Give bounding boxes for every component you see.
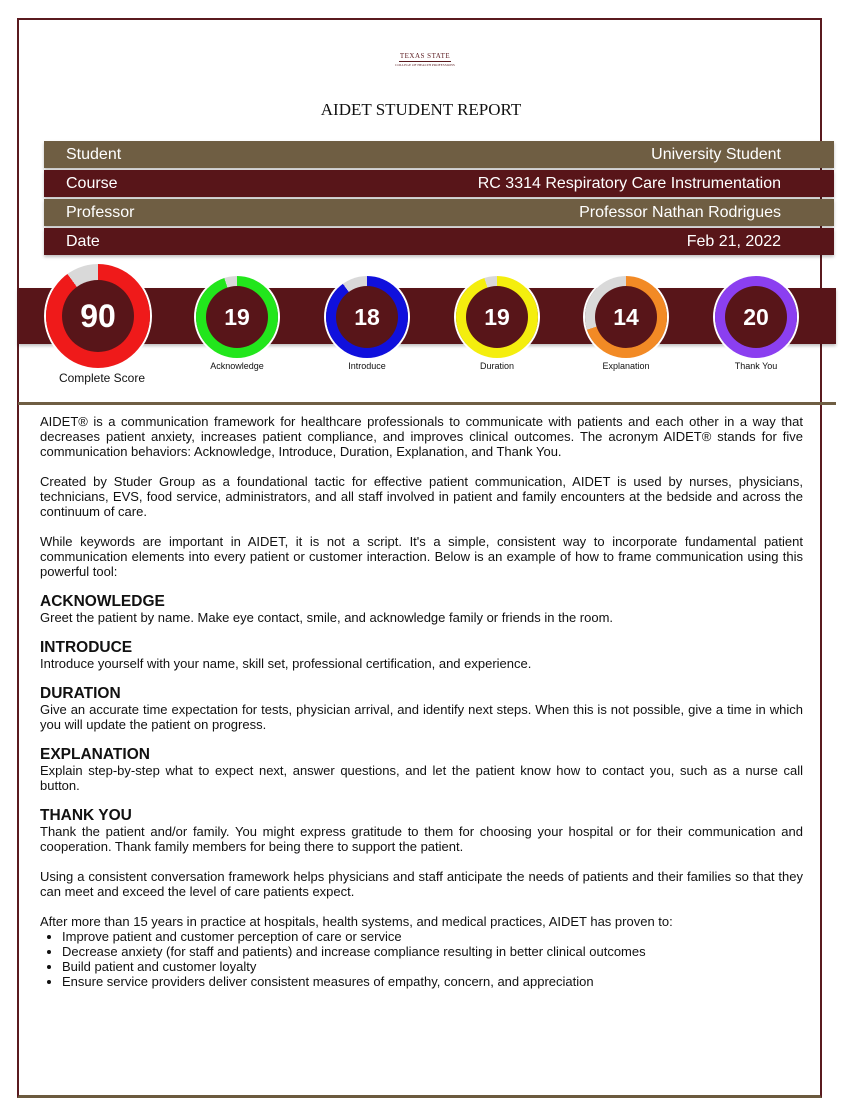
introduce-label: Introduce [348, 361, 386, 371]
section-heading: ACKNOWLEDGE [40, 593, 165, 610]
score-divider [18, 402, 836, 405]
complete-score-gauge [46, 264, 150, 368]
explanation-score-value: 14 [595, 286, 657, 348]
info-row-student [44, 141, 834, 168]
logo-text: TEXAS STATE [399, 52, 451, 60]
student-value: University Student [651, 145, 781, 163]
professor-label: Professor [66, 203, 135, 221]
complete-score-label: Complete Score [58, 371, 146, 385]
thank-you-score-value: 20 [725, 286, 787, 348]
duration-gauge [456, 276, 538, 358]
intro-paragraph-2: Created by Studer Group as a foundational tactic for effective patient communication, AIDET is used by nurses, physicians, technicians, EVS, food service, administrators, and all staff involved in patient and family encounters at the bedside and across the continuum of care. [40, 474, 803, 519]
logo-subtitle: COLLEGE OF HEALTH PROFESSIONS [395, 63, 455, 67]
info-row-professor [44, 199, 834, 226]
introduce-gauge [326, 276, 408, 358]
logo-rule [399, 61, 451, 62]
section-thank-you [40, 807, 803, 854]
report-body [40, 414, 803, 989]
section-text: Greet the patient by name. Make eye contact, smile, and acknowledge family or friends in the room. [40, 610, 614, 625]
date-label: Date [66, 232, 100, 250]
section-text: Give an accurate time expectation for tests, physician arrival, and identify next steps. When this is not possible, give a time in which you will update the patient on progress. [40, 702, 803, 732]
section-introduce [40, 639, 803, 671]
thank-you-label: Thank You [734, 361, 778, 371]
outro-paragraph-2: After more than 15 years in practice at hospitals, health systems, and medical practices, AIDET has proven to: [40, 914, 673, 929]
section-text: Introduce yourself with your name, skill set, professional certification, and experience. [40, 656, 532, 671]
list-item: • Ensure service providers deliver consistent measures of empathy, concern, and appreciation [62, 974, 803, 989]
course-label: Course [66, 174, 118, 192]
intro-paragraph-3: While keywords are important in AIDET, it is not a script. It's a simple, consistent way to incorporate fundamental patient communication elements into every patient or customer interaction. Below is an example of how to frame communication using this powerful tool: [40, 534, 803, 579]
section-heading: DURATION [40, 685, 121, 702]
student-label: Student [66, 145, 122, 163]
report-title: AIDET STUDENT REPORT [320, 100, 522, 119]
texas-state-logo [390, 52, 460, 76]
list-item: • Improve patient and customer perception of care or service [62, 929, 803, 944]
section-explanation [40, 746, 803, 793]
duration-label: Duration [479, 361, 515, 371]
intro-paragraph-1: AIDET® is a communication framework for healthcare professionals to communicate with patients and each other in a way that decreases patient anxiety, increases patient compliance, and improves clinical outcomes. The acronym AIDET® stands for five communication behaviors: Acknowledge, Introduce, Duration, Explanation, and Thank You. [40, 414, 803, 459]
section-duration [40, 685, 803, 732]
introduce-score-value: 18 [336, 286, 398, 348]
section-heading: INTRODUCE [40, 639, 133, 656]
duration-score-value: 19 [466, 286, 528, 348]
section-heading: EXPLANATION [40, 746, 150, 763]
list-item: • Build patient and customer loyalty [62, 959, 803, 974]
section-heading: THANK YOU [40, 807, 132, 824]
date-value: Feb 21, 2022 [686, 232, 781, 250]
info-row-course [44, 170, 834, 197]
acknowledge-score-value: 19 [206, 286, 268, 348]
course-value: RC 3314 Respiratory Care Instrumentation [477, 174, 781, 192]
acknowledge-gauge [196, 276, 278, 358]
section-acknowledge [40, 593, 803, 625]
explanation-label: Explanation [602, 361, 650, 371]
thank-you-gauge [715, 276, 797, 358]
complete-score-value: 90 [62, 280, 134, 352]
professor-value: Professor Nathan Rodrigues [579, 203, 781, 221]
acknowledge-label: Acknowledge [210, 361, 264, 371]
section-text: Explain step-by-step what to expect next, answer questions, and let the patient know how to contact you, such as a nurse call button. [40, 763, 803, 793]
outro-paragraph-1: Using a consistent conversation framework helps physicians and staff anticipate the needs of patients and their families so that they can meet and exceed the level of care patients expect. [40, 869, 803, 899]
logo-name [390, 52, 460, 60]
info-row-date [44, 228, 834, 255]
benefits-list [40, 929, 803, 989]
section-text: Thank the patient and/or family. You might express gratitude to them for choosing your hospital or for their communication and cooperation. Thank family members for being there to support the patient. [40, 824, 803, 854]
explanation-gauge [585, 276, 667, 358]
list-item: • Decrease anxiety (for staff and patients) and increase compliance resulting in better clinical outcomes [62, 944, 803, 959]
